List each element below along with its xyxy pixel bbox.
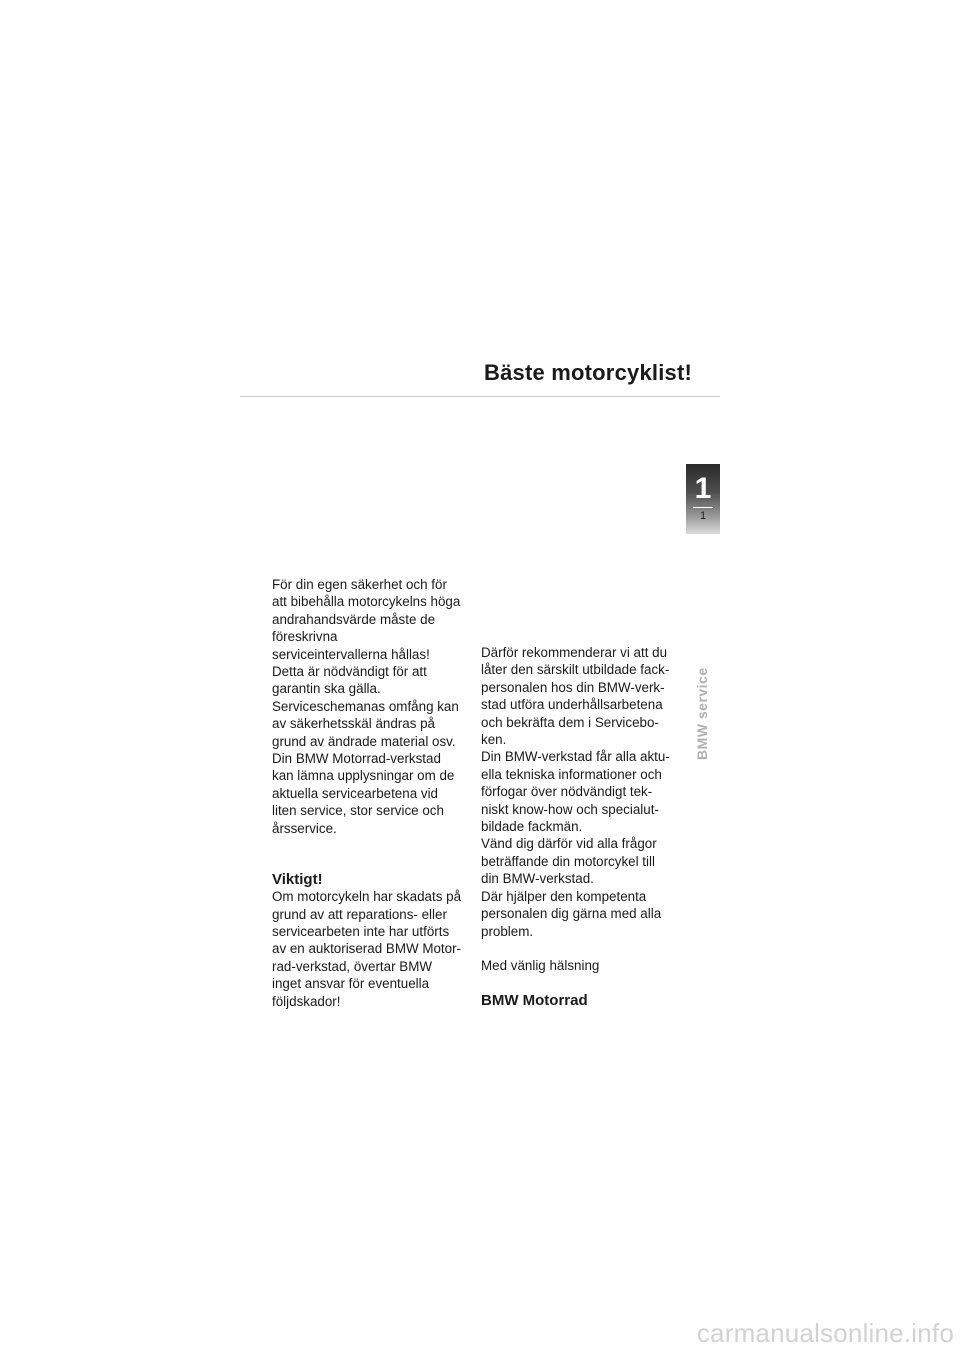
- body-line: personalen dig gärna med alla: [481, 906, 662, 922]
- body-line: kan lämna upplysningar om de: [272, 768, 455, 784]
- body-line: liten service, stor service och: [272, 803, 444, 819]
- body-line: niskt know-how och specialut-: [481, 801, 659, 817]
- body-line: att bibehålla motorcykelns höga: [272, 594, 461, 610]
- body-line: Serviceschemanas omfång kan: [272, 698, 459, 714]
- body-line: bildade fackmän.: [481, 819, 583, 835]
- body-line: Vänd dig därför vid alla frågor: [481, 836, 657, 852]
- body-line: aktuella servicearbetena vid: [272, 785, 438, 801]
- body-line: För din egen säkerhet och för: [272, 577, 447, 592]
- notice-line: servicearbeten inte har utförts: [272, 923, 450, 939]
- body-line: beträffande din motorcykel till: [481, 853, 655, 869]
- notice-line: följdskador!: [272, 993, 341, 1009]
- body-line: Din BMW-verkstad får alla aktu-: [481, 749, 670, 765]
- body-line: ella tekniska informationer och: [481, 766, 662, 782]
- body-line: din BMW-verkstad.: [481, 871, 594, 887]
- left-column: [272, 576, 472, 1010]
- body-line: föreskrivna: [272, 629, 338, 645]
- page-title: Bäste motorcyklist!: [484, 360, 692, 385]
- body-line: och bekräfta dem i Servicebo-: [481, 714, 659, 730]
- body-line: av säkerhetsskäl ändras på: [272, 716, 436, 732]
- greeting: Med vänlig hälsning: [481, 957, 600, 973]
- chapter-tab: [686, 464, 720, 534]
- section-side-label-text: BMW service: [694, 667, 710, 760]
- body-line: Detta är nödvändigt för att: [272, 664, 427, 680]
- body-line: Din BMW Motorrad-verkstad: [272, 751, 441, 767]
- notice-line: grund av att reparations- eller: [272, 906, 447, 922]
- body-line: garantin ska gälla.: [272, 681, 381, 697]
- body-line: grund av ändrade material osv.: [272, 733, 456, 749]
- body-line: ken.: [481, 732, 507, 748]
- body-line: Därför rekommenderar vi att du: [481, 645, 668, 660]
- chapter-tab-divider: [693, 507, 713, 508]
- footer-watermark: carmanualsonline.info: [696, 1318, 954, 1348]
- body-line: låter den särskilt utbildade fack-: [481, 662, 670, 678]
- body-line: Där hjälper den kompetenta: [481, 888, 647, 904]
- notice-line: inget ansvar för eventuella: [272, 976, 430, 992]
- notice-line: rad-verkstad, övertar BMW: [272, 958, 432, 974]
- chapter-number: 1: [694, 472, 712, 505]
- signature: BMW Motorrad: [481, 992, 588, 1010]
- page-number: 1: [699, 510, 707, 522]
- body-line: stad utföra underhållsarbetena: [481, 697, 663, 713]
- body-line: serviceintervallerna hållas!: [272, 646, 430, 662]
- body-line: personalen hos din BMW-verk-: [481, 679, 665, 695]
- body-line: årsservice.: [272, 820, 337, 836]
- notice-line: av en auktoriserad BMW Motor-: [272, 941, 462, 957]
- right-column: [481, 644, 681, 1010]
- body-line: problem.: [481, 923, 534, 939]
- notice-heading: Viktigt!: [272, 871, 323, 889]
- notice-line: Om motorcykeln har skadats på: [272, 889, 462, 905]
- body-line: andrahandsvärde måste de: [272, 611, 436, 627]
- section-side-label: [692, 650, 712, 760]
- title-divider: [240, 396, 720, 397]
- body-line: förfogar över nödvändigt tek-: [481, 784, 653, 800]
